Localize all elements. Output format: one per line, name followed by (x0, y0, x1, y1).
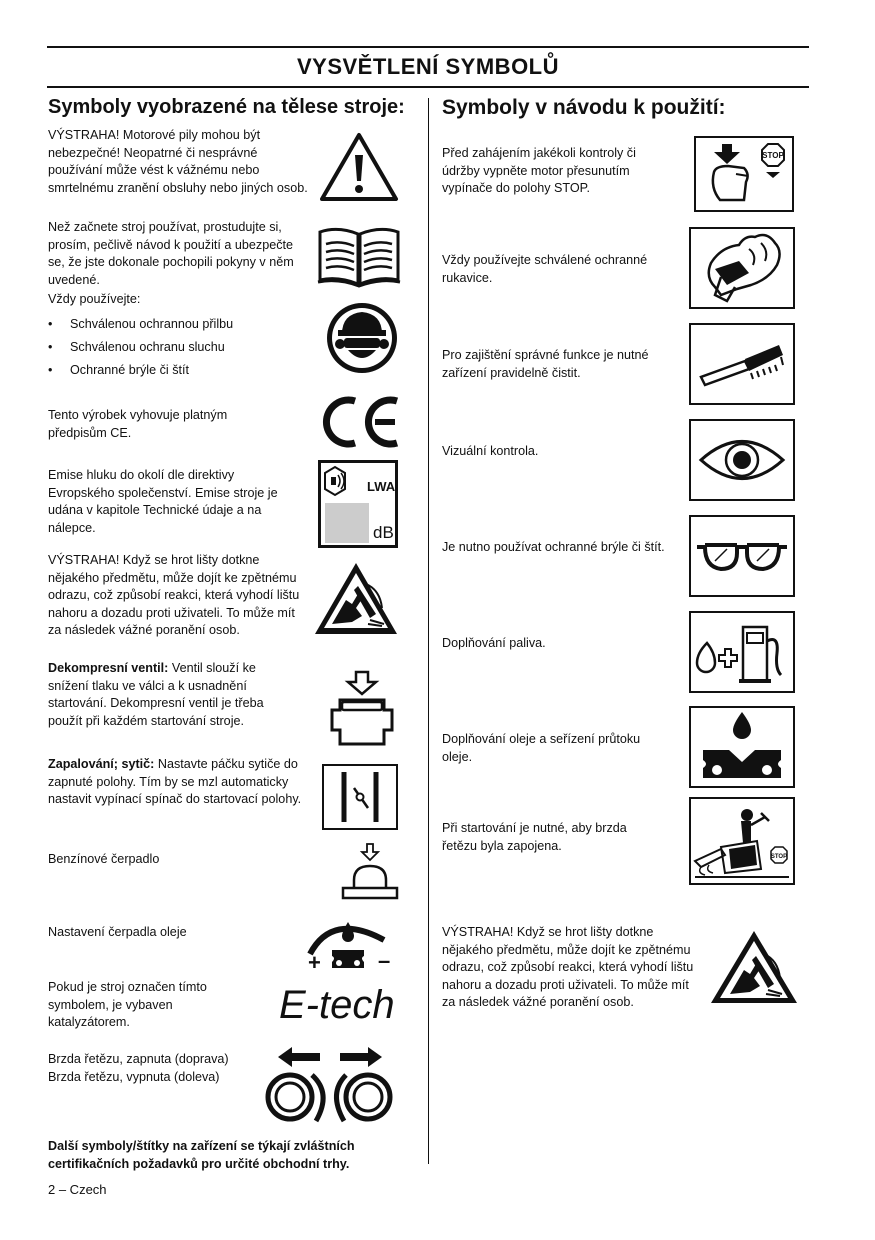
noise-text: Emise hluku do okolí dle direktivy Evropského společenství. Emise stroje je udána v kapitole Technické údaje a na nálepce. (48, 468, 278, 535)
fuel-pump-text: Benzínové čerpadlo (48, 852, 160, 866)
title-rule (47, 86, 809, 88)
db-label: dB (373, 523, 394, 542)
right-heading: Symboly v návodu k použití: (442, 96, 726, 119)
stop-sign-label: STOP (762, 151, 784, 160)
warning-triangle-icon (318, 131, 400, 203)
kickback-icon (312, 560, 400, 638)
glasses-icon (689, 515, 795, 597)
always-use-text: Vždy používejte: (48, 292, 141, 306)
decompression-text: Dekompresní ventil: Ventil slouží ke snížení tlaku ve válci a k usnadnění startování. Dekompresní ventil je třeba použít při každém startování stroje. (48, 661, 264, 728)
stop-switch-icon (694, 136, 794, 212)
eye-icon (689, 419, 795, 501)
oil-pump-text: Nastavení čerpadla oleje (48, 925, 187, 939)
glove-icon (689, 227, 795, 309)
lwa-label: LWA (367, 479, 396, 494)
brake-on-text: Brzda řetězu, zapnuta (doprava) (48, 1052, 229, 1066)
fuel-oil-icon (689, 611, 795, 693)
chain-brake-icon (260, 1045, 400, 1123)
fuel-pump-icon (340, 842, 400, 900)
chain-brake-start-icon (689, 797, 795, 885)
page-number: 2 – Czech (48, 1182, 107, 1197)
read-manual-text: Než začnete stroj používat, prostudujte si, prosím, pečlivě návod k použití a ubezpečte se, že jste dokonale pochopili pokyny v něm uvedené. (48, 220, 294, 287)
etech-icon: E-tech (279, 983, 395, 1027)
kickback-text: VÝSTRAHA! Když se hrot lišty dotkne nějakého předmětu, může dojít ke zpětnému odrazu, což způsobí reakci, která vyhodí lištu nahoru a dozadu proti uživateli. To může mít za následek vážné poranění osob. (48, 553, 300, 638)
visual-text: Vizuální kontrola. (442, 444, 539, 458)
footer-note: Další symboly/štítky na zařízení se týkají zvláštních certifikačních požadavků pro určité obchodní trhy. (48, 1139, 355, 1171)
ce-mark-icon (319, 393, 401, 451)
ignition-text: Zapalování; sytič: Nastavte páčku sytiče do zapnuté polohy. Tím by se mzl automaticky nastavit vypínací spínač do startovací polohy. (48, 757, 302, 807)
clean-text: Pro zajištění správné funkce je nutné zařízení pravidelně čistit. (442, 348, 649, 380)
ppe-item-ears: • Schválenou ochranu sluchu (48, 340, 225, 354)
warning-intro: VÝSTRAHA! Motorové pily mohou být nebezpečné! Neopatrné či nesprávné používání může vést k vážnému nebo smrtelnému zranění obsluhy nebo jiných osob. (48, 128, 308, 195)
brake-text: Při startování je nutné, aby brzda řetězu byla zapojena. (442, 821, 627, 853)
glasses-text: Je nutno používat ochranné brýle či štít. (442, 540, 665, 554)
ppe-head-icon (324, 300, 400, 376)
oil-text: Doplňování oleje a seřízení průtoku oleje. (442, 732, 641, 764)
catalyst-text: Pokud je stroj označen tímto symbolem, je vybaven katalyzátorem. (48, 980, 207, 1030)
gloves-text: Vždy používejte schválené ochranné rukavice. (442, 253, 648, 285)
decompression-valve-icon (322, 668, 402, 750)
minus-symbol: – (378, 948, 391, 973)
oil-drop-chain-icon (689, 706, 795, 788)
ppe-item-eyes: • Ochranné brýle či štít (48, 363, 189, 377)
page-title: VYSVĚTLENÍ SYMBOLŮ (296, 54, 560, 79)
brake-off-text: Brzda řetězu, vypnuta (doleva) (48, 1070, 220, 1084)
ce-text: Tento výrobek vyhovuje platným předpisům CE. (48, 408, 228, 440)
stop-sign-label-small: STOP (770, 854, 788, 860)
top-rule (47, 46, 809, 48)
kickback-warning-icon (708, 928, 800, 1006)
noise-label-icon (318, 460, 398, 548)
ppe-item-helmet: • Schválenou ochrannou přilbu (48, 317, 234, 331)
left-heading: Symboly vyobrazené na tělese stroje: (48, 96, 405, 118)
plus-symbol: + (308, 950, 321, 974)
brush-icon (689, 323, 795, 405)
right-kickback-text: VÝSTRAHA! Když se hrot lišty dotkne nějakého předmětu, může dojít ke zpětnému odrazu, což způsobí reakci, která vyhodí lištu nahoru a dozadu proti uživateli. To může mít za následek vážné poranění osob. (442, 925, 694, 1010)
stop-text: Před zahájením jakékoli kontroly či údržby vypněte motor přesunutím vypínače do polohy STOP. (442, 146, 636, 196)
refuel-text: Doplňování paliva. (442, 636, 546, 650)
choke-icon (322, 764, 398, 830)
manual-book-icon (316, 224, 402, 288)
oil-pump-icon (302, 914, 402, 974)
column-divider (428, 98, 429, 1164)
